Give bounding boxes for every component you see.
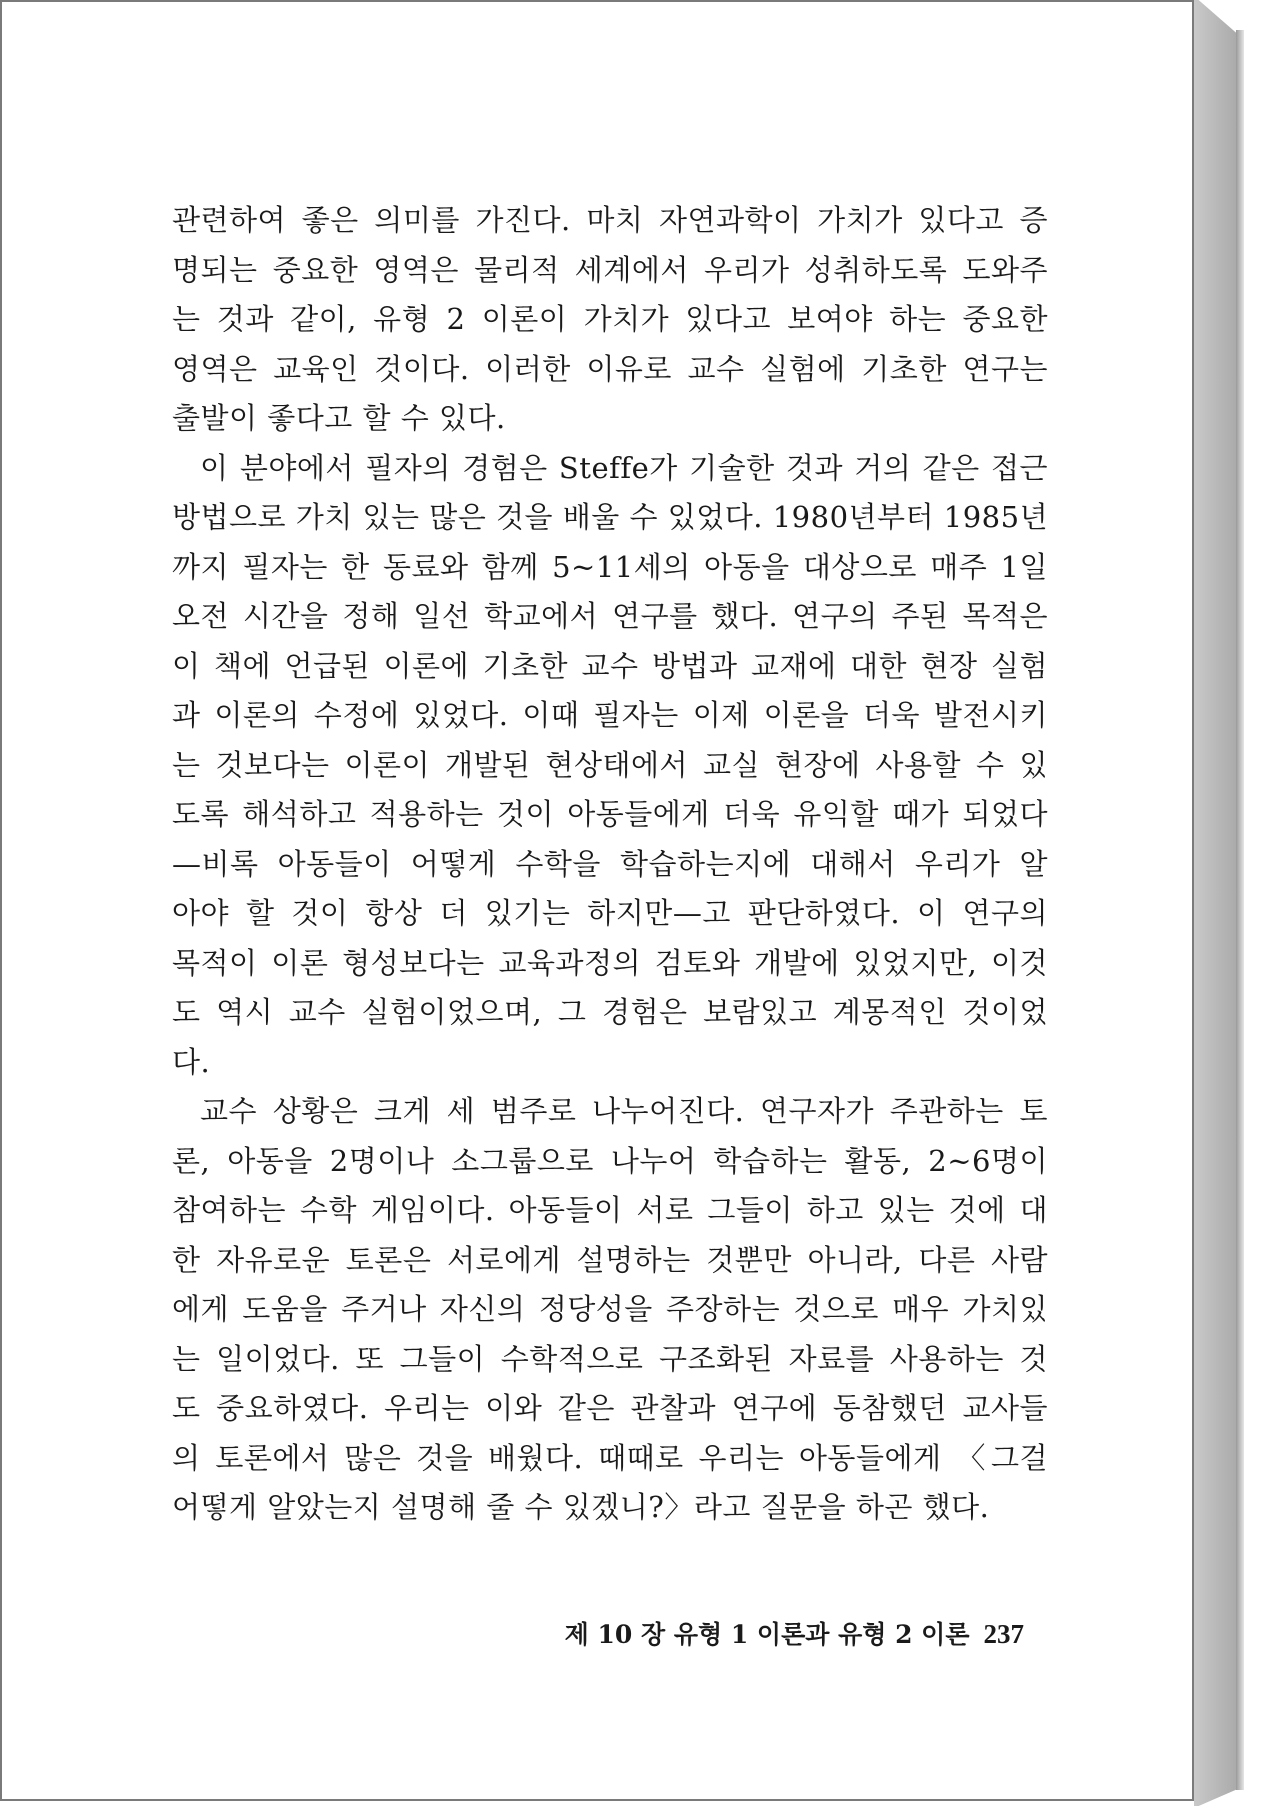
text-line: 다. — [172, 1044, 211, 1079]
text-line: 도록 해석하고 적용하는 것이 아동들에게 더욱 유익할 때가 되었다 — [172, 797, 1048, 831]
text-line: 방법으로 가치 있는 많은 것을 배울 수 있었다. 1980년부터 1985년 — [172, 500, 1049, 534]
text-line: 오전 시간을 정해 일선 학교에서 연구를 했다. 연구의 주된 목적은 — [172, 599, 1048, 633]
text-line: 영역은 교육인 것이다. 이러한 이유로 교수 실험에 기초한 연구는 — [172, 351, 1048, 386]
page-number: 237 — [983, 1619, 1024, 1649]
text-line: 명되는 중요한 영역은 물리적 세계에서 우리가 성취하도록 도와주 — [172, 252, 1048, 287]
page-footer — [500, 1614, 1024, 1655]
body-text — [172, 196, 1048, 1533]
text-line: 관련하여 좋은 의미를 가진다. 마치 자연과학이 가치가 있다고 증 — [172, 203, 1048, 237]
running-head: 제 10 장 유형 1 이론과 유형 2 이론 — [564, 1620, 970, 1649]
text-line: 론, 아동을 2명이나 소그룹으로 나누어 학습하는 활동, 2~6명이 — [172, 1143, 1048, 1178]
text-line: 목적이 이론 형성보다는 교육과정의 검토와 개발에 있었지만, 이것 — [172, 945, 1048, 980]
text-line: 는 것과 같이, 유형 2 이론이 가치가 있다고 보여야 하는 중요한 — [172, 302, 1048, 336]
text-line: —비록 아동들이 어떻게 수학을 학습하는지에 대해서 우리가 알 — [172, 846, 1048, 881]
text-line: 이 책에 언급된 이론에 기초한 교수 방법과 교재에 대한 현장 실험 — [172, 648, 1048, 683]
text-line: 교수 상황은 크게 세 범주로 나누어진다. 연구자가 주관하는 토 — [200, 1094, 1048, 1128]
text-line: 에게 도움을 주거나 자신의 정당성을 주장하는 것으로 매우 가치있 — [172, 1292, 1048, 1326]
text-line: 어떻게 알았는지 설명해 줄 수 있겠니?〉라고 질문을 하곤 했다. — [172, 1490, 990, 1524]
text-line: 한 자유로운 토론은 서로에게 설명하는 것뿐만 아니라, 다른 사람 — [172, 1242, 1048, 1277]
page-edge-shadow — [1236, 30, 1244, 1790]
text-line: 도 중요하였다. 우리는 이와 같은 관찰과 연구에 동참했던 교사들 — [172, 1391, 1048, 1425]
text-line: 이 분야에서 필자의 경험은 Steffe가 기술한 것과 거의 같은 접근 — [200, 450, 1048, 485]
page-edge — [1194, 0, 1240, 1806]
text-line: 도 역시 교수 실험이었으며, 그 경험은 보람있고 계몽적인 것이었 — [172, 995, 1048, 1029]
text-line: 참여하는 수학 게임이다. 아동들이 서로 그들이 하고 있는 것에 대 — [172, 1193, 1048, 1227]
text-line: 출발이 좋다고 할 수 있다. — [172, 401, 506, 435]
text-line: 는 것보다는 이론이 개발된 현상태에서 교실 현장에 사용할 수 있 — [172, 747, 1048, 782]
text-line: 아야 할 것이 항상 더 있기는 하지만—고 판단하였다. 이 연구의 — [172, 896, 1048, 930]
text-line: 까지 필자는 한 동료와 함께 5~11세의 아동을 대상으로 매주 1일 — [172, 549, 1048, 584]
text-line: 는 일이었다. 또 그들이 수학적으로 구조화된 자료를 사용하는 것 — [172, 1341, 1048, 1376]
text-line: 과 이론의 수정에 있었다. 이때 필자는 이제 이론을 더욱 발전시키 — [172, 698, 1048, 732]
text-line: 의 토론에서 많은 것을 배웠다. 때때로 우리는 아동들에게 〈그걸 — [172, 1440, 1048, 1475]
